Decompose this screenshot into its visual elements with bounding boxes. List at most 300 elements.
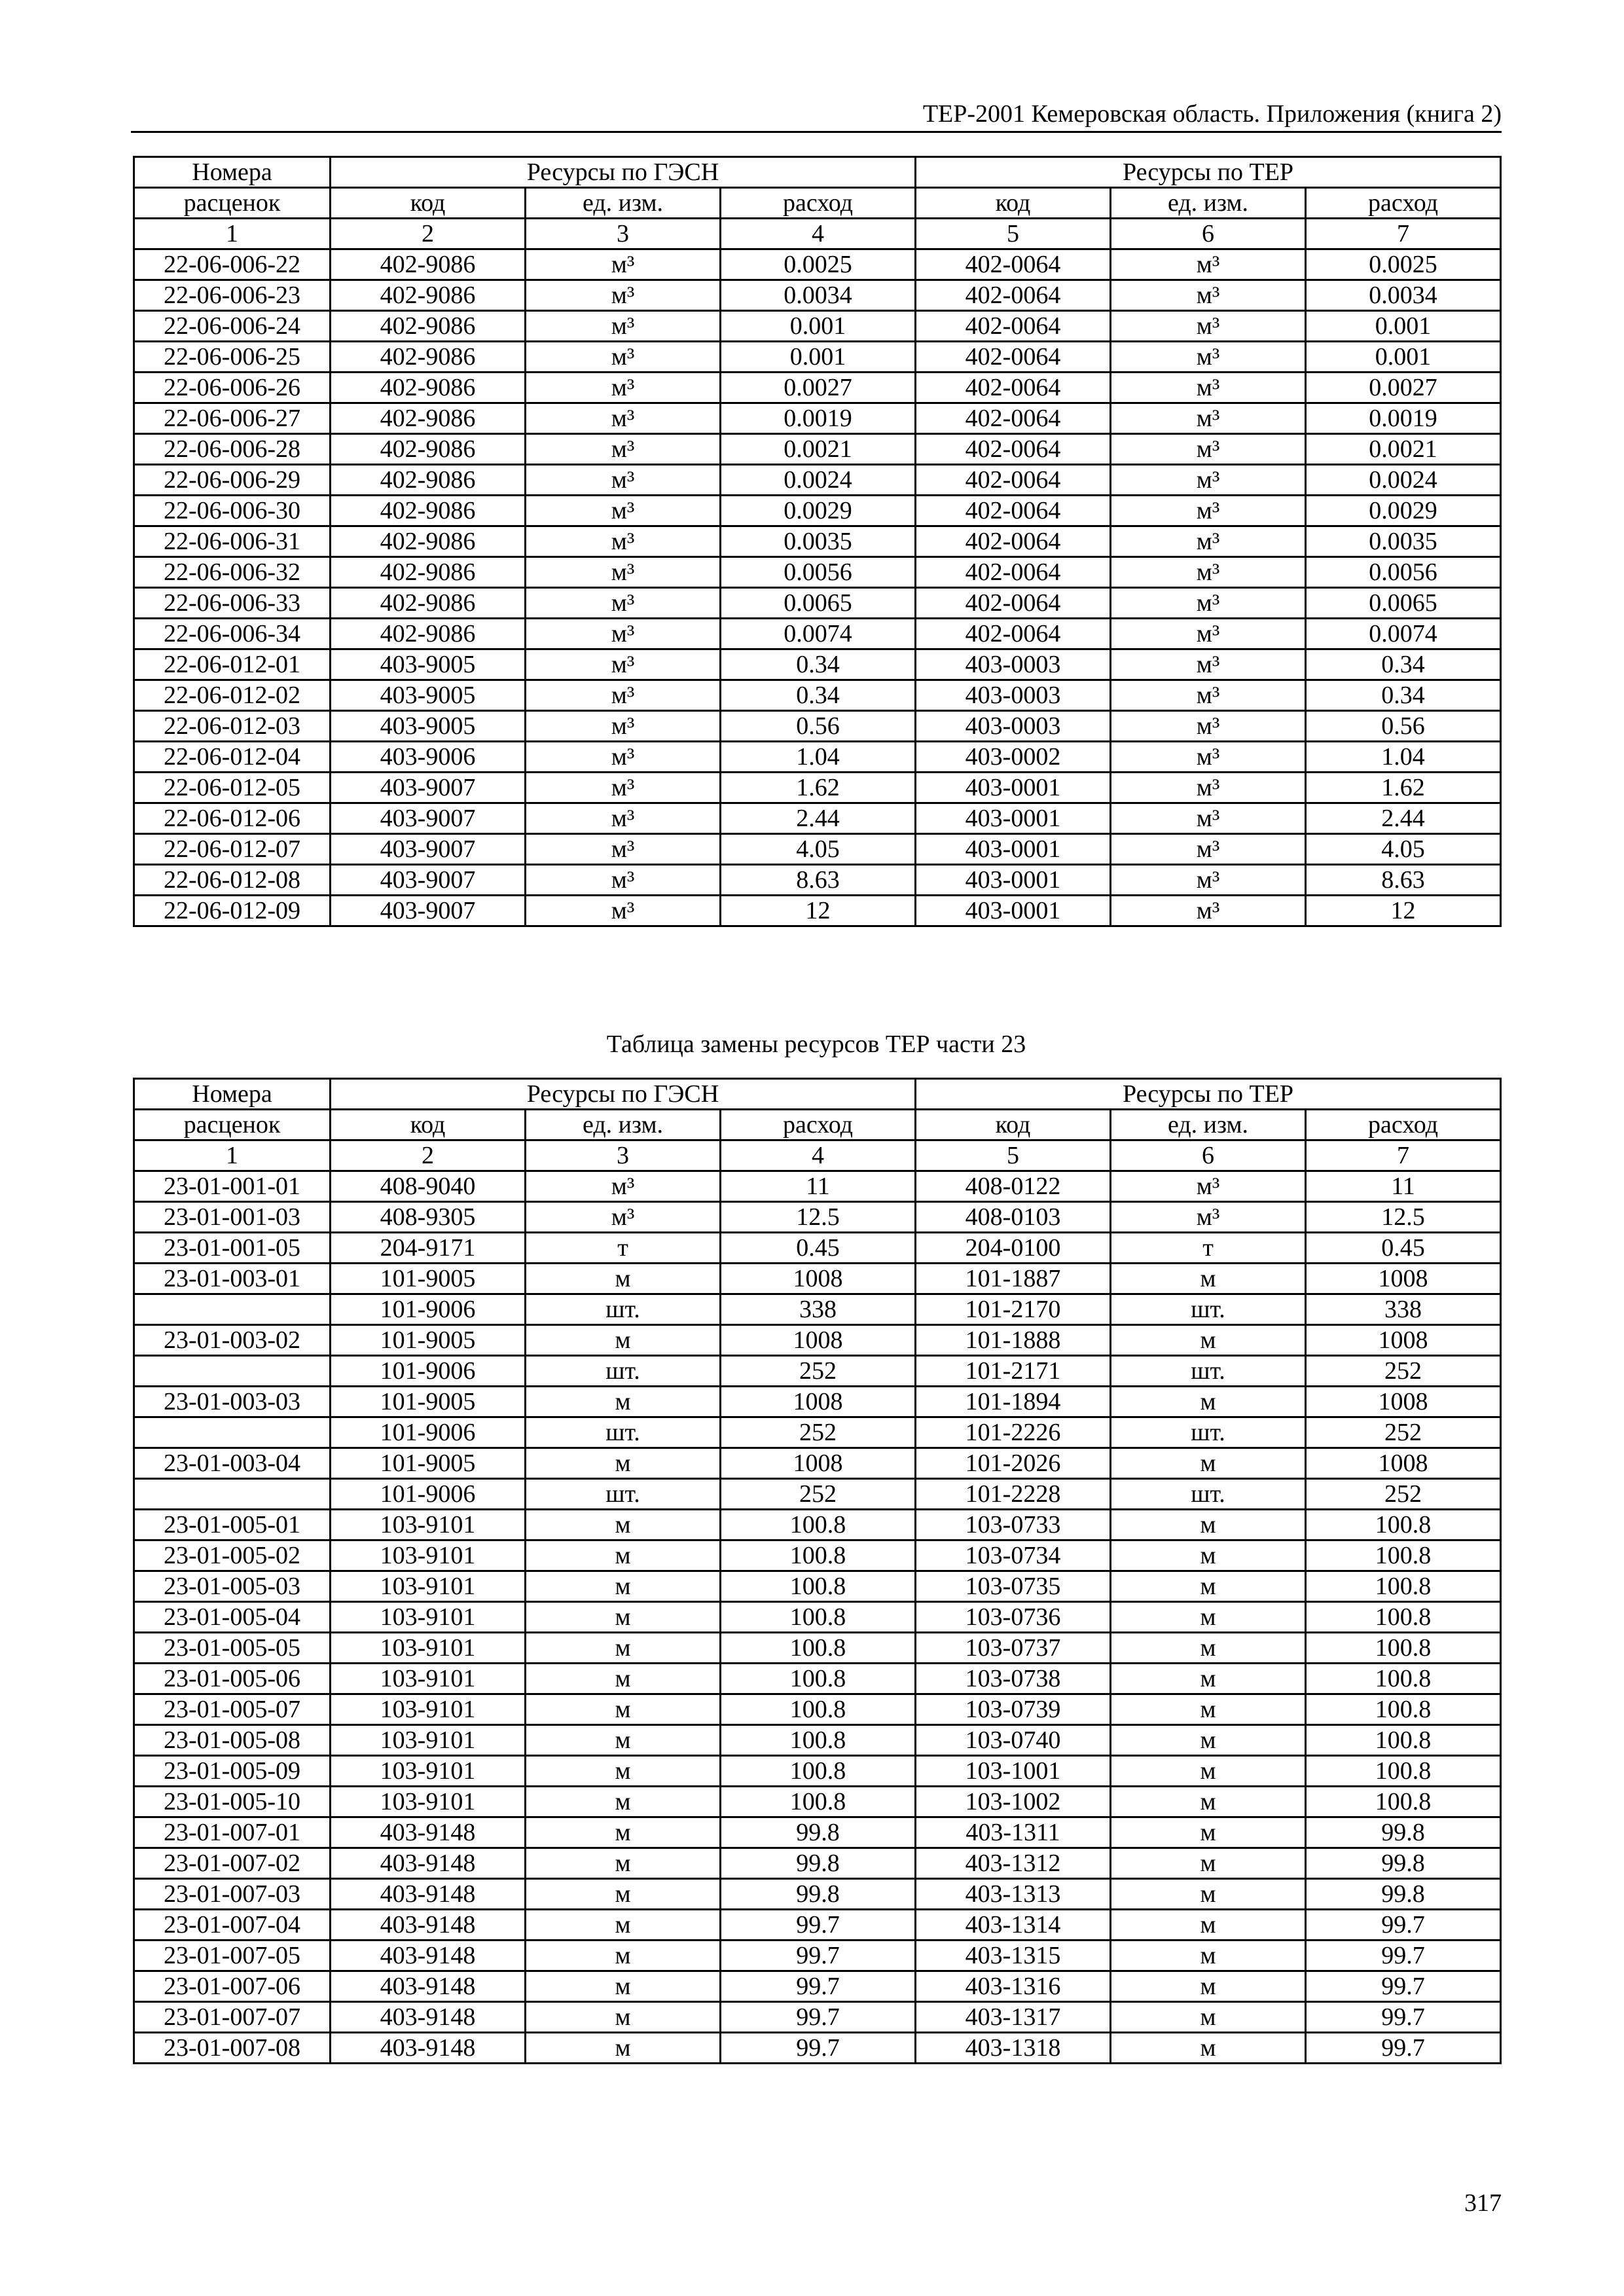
rate-number-cell: 23-01-005-09	[134, 1756, 331, 1787]
rate-numbers-header-line1: Номера	[134, 157, 331, 188]
gesn-consumption-cell: 11	[721, 1171, 916, 1202]
gesn-code-cell: 403-9007	[331, 896, 526, 926]
ter-consumption-cell: 0.0029	[1306, 496, 1501, 526]
rate-number-cell: 23-01-007-07	[134, 2002, 331, 2033]
gesn-consumption-cell: 1008	[721, 1264, 916, 1294]
gesn-code-cell: 403-9148	[331, 1910, 526, 1941]
table-row	[134, 896, 1501, 926]
resource-table-part-22	[133, 156, 1502, 927]
gesn-unit-cell: м	[526, 1725, 721, 1756]
gesn-code-cell: 101-9005	[331, 1387, 526, 1417]
ter-consumption-cell: 4.05	[1306, 834, 1501, 865]
ter-consumption-cell: 1.04	[1306, 742, 1501, 773]
gesn-code-cell: 403-9007	[331, 865, 526, 896]
gesn-code-cell: 402-9086	[331, 311, 526, 342]
gesn-unit-cell: м	[526, 2002, 721, 2033]
ter-consumption-cell: 12	[1306, 896, 1501, 926]
gesn-consumption-cell: 0.0029	[721, 496, 916, 526]
gesn-consumption-cell: 100.8	[721, 1694, 916, 1725]
gesn-consumption-cell: 1008	[721, 1325, 916, 1356]
ter-code-cell: 403-1314	[916, 1910, 1111, 1941]
gesn-unit-cell: шт.	[526, 1479, 721, 1510]
header-row-columns	[134, 1110, 1501, 1140]
rate-number-cell	[134, 1417, 331, 1448]
ter-code-cell: 403-0001	[916, 896, 1111, 926]
ter-unit-cell: м³	[1111, 496, 1306, 526]
table-row	[134, 1910, 1501, 1941]
ter-unit-cell: м	[1111, 1264, 1306, 1294]
ter-unit-cell: м³	[1111, 711, 1306, 742]
gesn-unit-cell: м	[526, 1694, 721, 1725]
gesn-unit-cell: м³	[526, 773, 721, 803]
ter-consumption-cell: 0.0074	[1306, 619, 1501, 649]
ter-code-cell: 103-0738	[916, 1664, 1111, 1694]
gesn-code-cell: 403-9005	[331, 711, 526, 742]
page-number: 317	[1464, 2189, 1502, 2217]
ter-unit-cell: м	[1111, 1725, 1306, 1756]
gesn-consumption-cell: 4.05	[721, 834, 916, 865]
table-row	[134, 373, 1501, 403]
ter-code-cell: 403-0003	[916, 711, 1111, 742]
gesn-code-cell: 204-9171	[331, 1233, 526, 1264]
ter-consumption-header: расход	[1306, 188, 1501, 219]
rate-number-cell: 23-01-007-04	[134, 1910, 331, 1941]
gesn-consumption-cell: 99.8	[721, 1879, 916, 1910]
rate-number-cell: 23-01-005-10	[134, 1787, 331, 1817]
gesn-code-cell: 101-9005	[331, 1448, 526, 1479]
table-row	[134, 1387, 1501, 1417]
ter-consumption-cell: 100.8	[1306, 1664, 1501, 1694]
header-row-groups	[134, 157, 1501, 188]
table-row	[134, 249, 1501, 280]
ter-unit-cell: м³	[1111, 465, 1306, 496]
column-number: 5	[916, 219, 1111, 249]
gesn-consumption-cell: 99.8	[721, 1848, 916, 1879]
table-row	[134, 1633, 1501, 1664]
ter-code-cell: 103-0733	[916, 1510, 1111, 1540]
rate-number-cell: 23-01-005-07	[134, 1694, 331, 1725]
gesn-unit-cell: м³	[526, 1171, 721, 1202]
gesn-unit-cell: м	[526, 2033, 721, 2064]
rate-number-cell: 23-01-001-01	[134, 1171, 331, 1202]
column-number: 5	[916, 1140, 1111, 1171]
ter-unit-cell: м³	[1111, 557, 1306, 588]
ter-consumption-cell: 0.0019	[1306, 403, 1501, 434]
table-row	[134, 1540, 1501, 1571]
table-row	[134, 403, 1501, 434]
table-row	[134, 1417, 1501, 1448]
gesn-consumption-cell: 0.34	[721, 649, 916, 680]
ter-code-cell: 402-0064	[916, 434, 1111, 465]
gesn-consumption-cell: 0.0021	[721, 434, 916, 465]
ter-code-cell: 402-0064	[916, 342, 1111, 373]
gesn-unit-cell: шт.	[526, 1417, 721, 1448]
gesn-consumption-cell: 12	[721, 896, 916, 926]
rate-number-cell: 22-06-012-05	[134, 773, 331, 803]
gesn-consumption-cell: 0.0019	[721, 403, 916, 434]
gesn-unit-header: ед. изм.	[526, 1110, 721, 1140]
ter-unit-cell: м	[1111, 1756, 1306, 1787]
running-header: ТЕР-2001 Кемеровская область. Приложения (книга 2)	[922, 100, 1502, 128]
ter-consumption-cell: 1008	[1306, 1387, 1501, 1417]
column-number: 6	[1111, 1140, 1306, 1171]
gesn-code-cell: 402-9086	[331, 588, 526, 619]
rate-number-cell: 22-06-006-30	[134, 496, 331, 526]
rate-number-cell: 23-01-005-03	[134, 1571, 331, 1602]
table-row	[134, 1971, 1501, 2002]
ter-code-cell: 402-0064	[916, 373, 1111, 403]
gesn-code-cell: 101-9006	[331, 1356, 526, 1387]
gesn-consumption-cell: 1008	[721, 1387, 916, 1417]
column-number: 2	[331, 219, 526, 249]
gesn-code-cell: 402-9086	[331, 619, 526, 649]
ter-code-cell: 403-1317	[916, 2002, 1111, 2033]
gesn-code-header: код	[331, 188, 526, 219]
gesn-code-cell: 103-9101	[331, 1540, 526, 1571]
ter-code-cell: 403-0001	[916, 834, 1111, 865]
gesn-code-cell: 103-9101	[331, 1664, 526, 1694]
table-row	[134, 2033, 1501, 2064]
ter-code-cell: 402-0064	[916, 465, 1111, 496]
ter-unit-cell: т	[1111, 1233, 1306, 1264]
gesn-code-cell: 403-9005	[331, 649, 526, 680]
table-row	[134, 1664, 1501, 1694]
table-row	[134, 1756, 1501, 1787]
table-row	[134, 1202, 1501, 1233]
gesn-consumption-cell: 1008	[721, 1448, 916, 1479]
ter-unit-header: ед. изм.	[1111, 1110, 1306, 1140]
table-row	[134, 526, 1501, 557]
rate-number-cell: 22-06-012-04	[134, 742, 331, 773]
gesn-consumption-header: расход	[721, 188, 916, 219]
gesn-code-cell: 402-9086	[331, 249, 526, 280]
rate-number-cell: 23-01-003-02	[134, 1325, 331, 1356]
gesn-consumption-cell: 100.8	[721, 1725, 916, 1756]
rate-number-cell: 22-06-006-26	[134, 373, 331, 403]
ter-code-cell: 101-1894	[916, 1387, 1111, 1417]
gesn-unit-cell: м³	[526, 280, 721, 311]
ter-unit-cell: шт.	[1111, 1356, 1306, 1387]
table-row	[134, 1294, 1501, 1325]
gesn-unit-cell: м	[526, 1633, 721, 1664]
gesn-code-cell: 403-9006	[331, 742, 526, 773]
ter-code-cell: 101-2170	[916, 1294, 1111, 1325]
ter-resources-header: Ресурсы по ТЕР	[916, 157, 1501, 188]
ter-code-cell: 403-1315	[916, 1941, 1111, 1971]
ter-unit-cell: м	[1111, 1387, 1306, 1417]
ter-code-cell: 101-2171	[916, 1356, 1111, 1387]
table-row	[134, 680, 1501, 711]
ter-consumption-cell: 100.8	[1306, 1602, 1501, 1633]
ter-consumption-cell: 99.7	[1306, 1971, 1501, 2002]
ter-unit-cell: шт.	[1111, 1479, 1306, 1510]
ter-unit-cell: м	[1111, 1941, 1306, 1971]
column-number: 7	[1306, 1140, 1501, 1171]
ter-unit-cell: м	[1111, 1817, 1306, 1848]
gesn-code-cell: 402-9086	[331, 373, 526, 403]
gesn-code-cell: 402-9086	[331, 280, 526, 311]
rate-number-cell: 23-01-005-05	[134, 1633, 331, 1664]
ter-code-cell: 408-0103	[916, 1202, 1111, 1233]
ter-unit-cell: шт.	[1111, 1417, 1306, 1448]
ter-unit-cell: м³	[1111, 1171, 1306, 1202]
ter-code-cell: 402-0064	[916, 496, 1111, 526]
table-body	[134, 1171, 1501, 2064]
gesn-unit-cell: м³	[526, 711, 721, 742]
table-row	[134, 1787, 1501, 1817]
rate-number-cell: 22-06-012-08	[134, 865, 331, 896]
ter-code-cell: 103-1001	[916, 1756, 1111, 1787]
table-row	[134, 619, 1501, 649]
rate-number-cell: 22-06-012-01	[134, 649, 331, 680]
gesn-unit-cell: м³	[526, 742, 721, 773]
gesn-code-cell: 103-9101	[331, 1602, 526, 1633]
ter-consumption-cell: 100.8	[1306, 1571, 1501, 1602]
gesn-code-cell: 402-9086	[331, 403, 526, 434]
ter-unit-cell: м	[1111, 1325, 1306, 1356]
ter-code-cell: 408-0122	[916, 1171, 1111, 1202]
gesn-unit-cell: м	[526, 1971, 721, 2002]
ter-consumption-cell: 252	[1306, 1479, 1501, 1510]
gesn-code-cell: 103-9101	[331, 1787, 526, 1817]
rate-number-cell	[134, 1356, 331, 1387]
table-row	[134, 1479, 1501, 1510]
column-number: 3	[526, 219, 721, 249]
gesn-unit-cell: м³	[526, 526, 721, 557]
rate-number-cell: 22-06-006-33	[134, 588, 331, 619]
rate-number-cell: 22-06-006-28	[134, 434, 331, 465]
gesn-unit-cell: м	[526, 1602, 721, 1633]
gesn-unit-cell: м³	[526, 496, 721, 526]
rate-number-cell: 22-06-012-06	[134, 803, 331, 834]
table-row	[134, 711, 1501, 742]
table-row	[134, 1233, 1501, 1264]
gesn-code-cell: 101-9005	[331, 1325, 526, 1356]
ter-code-cell: 402-0064	[916, 557, 1111, 588]
ter-consumption-cell: 99.7	[1306, 1910, 1501, 1941]
gesn-code-cell: 403-9005	[331, 680, 526, 711]
ter-unit-cell: шт.	[1111, 1294, 1306, 1325]
gesn-code-cell: 403-9148	[331, 1879, 526, 1910]
rate-number-cell: 22-06-006-32	[134, 557, 331, 588]
ter-consumption-cell: 99.7	[1306, 1941, 1501, 1971]
ter-code-cell: 403-1318	[916, 2033, 1111, 2064]
table-row	[134, 465, 1501, 496]
ter-code-cell: 103-1002	[916, 1787, 1111, 1817]
gesn-consumption-cell: 99.7	[721, 2033, 916, 2064]
gesn-consumption-cell: 0.0074	[721, 619, 916, 649]
gesn-consumption-cell: 100.8	[721, 1602, 916, 1633]
table-row	[134, 834, 1501, 865]
ter-code-cell: 403-1316	[916, 1971, 1111, 2002]
table-row	[134, 865, 1501, 896]
ter-consumption-cell: 0.0065	[1306, 588, 1501, 619]
gesn-unit-cell: м³	[526, 1202, 721, 1233]
gesn-code-cell: 103-9101	[331, 1694, 526, 1725]
rate-number-cell: 22-06-012-02	[134, 680, 331, 711]
ter-consumption-cell: 1008	[1306, 1264, 1501, 1294]
rate-number-cell: 22-06-012-09	[134, 896, 331, 926]
gesn-code-cell: 103-9101	[331, 1510, 526, 1540]
ter-code-header: код	[916, 188, 1111, 219]
ter-code-cell: 403-0003	[916, 680, 1111, 711]
rate-number-cell: 22-06-006-34	[134, 619, 331, 649]
gesn-code-cell: 403-9007	[331, 773, 526, 803]
gesn-unit-cell: м³	[526, 342, 721, 373]
ter-consumption-cell: 0.34	[1306, 649, 1501, 680]
gesn-unit-cell: м	[526, 1571, 721, 1602]
ter-consumption-cell: 100.8	[1306, 1725, 1501, 1756]
gesn-consumption-cell: 100.8	[721, 1633, 916, 1664]
table-row	[134, 1171, 1501, 1202]
rate-number-cell	[134, 1479, 331, 1510]
ter-unit-cell: м³	[1111, 865, 1306, 896]
ter-unit-cell: м³	[1111, 896, 1306, 926]
gesn-unit-cell: м	[526, 1817, 721, 1848]
ter-consumption-cell: 1008	[1306, 1448, 1501, 1479]
ter-unit-cell: м³	[1111, 280, 1306, 311]
gesn-unit-header: ед. изм.	[526, 188, 721, 219]
ter-unit-cell: м	[1111, 2033, 1306, 2064]
rate-number-cell: 23-01-007-01	[134, 1817, 331, 1848]
gesn-unit-cell: м³	[526, 619, 721, 649]
ter-unit-cell: м	[1111, 1879, 1306, 1910]
ter-code-cell: 402-0064	[916, 403, 1111, 434]
ter-unit-cell: м	[1111, 1664, 1306, 1694]
gesn-unit-cell: м	[526, 1448, 721, 1479]
gesn-code-cell: 101-9006	[331, 1479, 526, 1510]
gesn-code-cell: 403-9148	[331, 1817, 526, 1848]
resource-table-part-23	[133, 1078, 1502, 2064]
header-rule	[131, 131, 1502, 133]
gesn-consumption-cell: 2.44	[721, 803, 916, 834]
gesn-consumption-cell: 0.0065	[721, 588, 916, 619]
gesn-code-cell: 408-9040	[331, 1171, 526, 1202]
rate-number-cell: 23-01-007-05	[134, 1941, 331, 1971]
gesn-code-cell: 403-9148	[331, 1971, 526, 2002]
ter-consumption-cell: 2.44	[1306, 803, 1501, 834]
ter-code-cell: 403-1312	[916, 1848, 1111, 1879]
ter-consumption-cell: 0.0021	[1306, 434, 1501, 465]
gesn-unit-cell: м³	[526, 403, 721, 434]
gesn-unit-cell: м	[526, 1848, 721, 1879]
ter-unit-cell: м³	[1111, 249, 1306, 280]
ter-unit-cell: м	[1111, 1787, 1306, 1817]
ter-unit-cell: м³	[1111, 403, 1306, 434]
gesn-unit-cell: шт.	[526, 1356, 721, 1387]
gesn-unit-cell: м³	[526, 896, 721, 926]
gesn-consumption-header: расход	[721, 1110, 916, 1140]
table-row	[134, 280, 1501, 311]
gesn-code-cell: 402-9086	[331, 557, 526, 588]
ter-consumption-cell: 0.0035	[1306, 526, 1501, 557]
column-number-row	[134, 219, 1501, 249]
table-row	[134, 649, 1501, 680]
gesn-resources-header: Ресурсы по ГЭСН	[331, 1079, 916, 1110]
gesn-consumption-cell: 0.56	[721, 711, 916, 742]
gesn-consumption-cell: 99.8	[721, 1817, 916, 1848]
gesn-unit-cell: м³	[526, 588, 721, 619]
rate-numbers-header-line2: расценок	[134, 188, 331, 219]
ter-unit-cell: м	[1111, 2002, 1306, 2033]
gesn-unit-cell: т	[526, 1233, 721, 1264]
gesn-unit-cell: м	[526, 1910, 721, 1941]
gesn-consumption-cell: 99.7	[721, 1971, 916, 2002]
gesn-code-cell: 103-9101	[331, 1633, 526, 1664]
column-number: 4	[721, 1140, 916, 1171]
gesn-unit-cell: м	[526, 1264, 721, 1294]
gesn-unit-cell: м³	[526, 465, 721, 496]
gesn-code-cell: 402-9086	[331, 434, 526, 465]
gesn-consumption-cell: 338	[721, 1294, 916, 1325]
gesn-unit-cell: м	[526, 1325, 721, 1356]
gesn-consumption-cell: 0.001	[721, 342, 916, 373]
ter-code-cell: 403-0001	[916, 773, 1111, 803]
table-row	[134, 773, 1501, 803]
gesn-unit-cell: м	[526, 1941, 721, 1971]
ter-unit-cell: м	[1111, 1540, 1306, 1571]
ter-consumption-cell: 252	[1306, 1417, 1501, 1448]
ter-unit-cell: м³	[1111, 526, 1306, 557]
rate-number-cell: 23-01-001-03	[134, 1202, 331, 1233]
ter-code-cell: 403-0001	[916, 865, 1111, 896]
ter-consumption-cell: 99.8	[1306, 1848, 1501, 1879]
gesn-code-cell: 403-9148	[331, 1941, 526, 1971]
column-number: 6	[1111, 219, 1306, 249]
rate-number-cell	[134, 1294, 331, 1325]
rate-number-cell: 23-01-007-08	[134, 2033, 331, 2064]
rate-number-cell: 23-01-005-08	[134, 1725, 331, 1756]
ter-unit-cell: м³	[1111, 342, 1306, 373]
gesn-code-cell: 103-9101	[331, 1725, 526, 1756]
ter-consumption-cell: 99.7	[1306, 2002, 1501, 2033]
gesn-consumption-cell: 100.8	[721, 1664, 916, 1694]
column-number: 4	[721, 219, 916, 249]
ter-consumption-cell: 8.63	[1306, 865, 1501, 896]
gesn-consumption-cell: 100.8	[721, 1540, 916, 1571]
ter-code-cell: 402-0064	[916, 249, 1111, 280]
rate-number-cell: 22-06-006-31	[134, 526, 331, 557]
gesn-code-cell: 101-9005	[331, 1264, 526, 1294]
column-number: 7	[1306, 219, 1501, 249]
ter-code-cell: 403-0002	[916, 742, 1111, 773]
gesn-unit-cell: м³	[526, 834, 721, 865]
ter-consumption-cell: 0.0034	[1306, 280, 1501, 311]
ter-consumption-cell: 0.0027	[1306, 373, 1501, 403]
gesn-code-cell: 403-9007	[331, 803, 526, 834]
gesn-unit-cell: м	[526, 1756, 721, 1787]
column-number: 1	[134, 1140, 331, 1171]
rate-number-cell: 22-06-006-23	[134, 280, 331, 311]
ter-code-cell: 403-0001	[916, 803, 1111, 834]
rate-number-cell: 22-06-006-25	[134, 342, 331, 373]
gesn-unit-cell: м³	[526, 373, 721, 403]
ter-unit-cell: м³	[1111, 1202, 1306, 1233]
ter-unit-cell: м	[1111, 1448, 1306, 1479]
table-row	[134, 1817, 1501, 1848]
gesn-consumption-cell: 252	[721, 1356, 916, 1387]
ter-code-cell: 402-0064	[916, 311, 1111, 342]
column-number-row	[134, 1140, 1501, 1171]
ter-consumption-cell: 100.8	[1306, 1540, 1501, 1571]
gesn-unit-cell: м³	[526, 557, 721, 588]
ter-code-cell: 103-0737	[916, 1633, 1111, 1664]
table-row	[134, 742, 1501, 773]
ter-consumption-cell: 100.8	[1306, 1756, 1501, 1787]
gesn-unit-cell: м	[526, 1510, 721, 1540]
ter-consumption-cell: 99.8	[1306, 1817, 1501, 1848]
ter-unit-cell: м³	[1111, 588, 1306, 619]
